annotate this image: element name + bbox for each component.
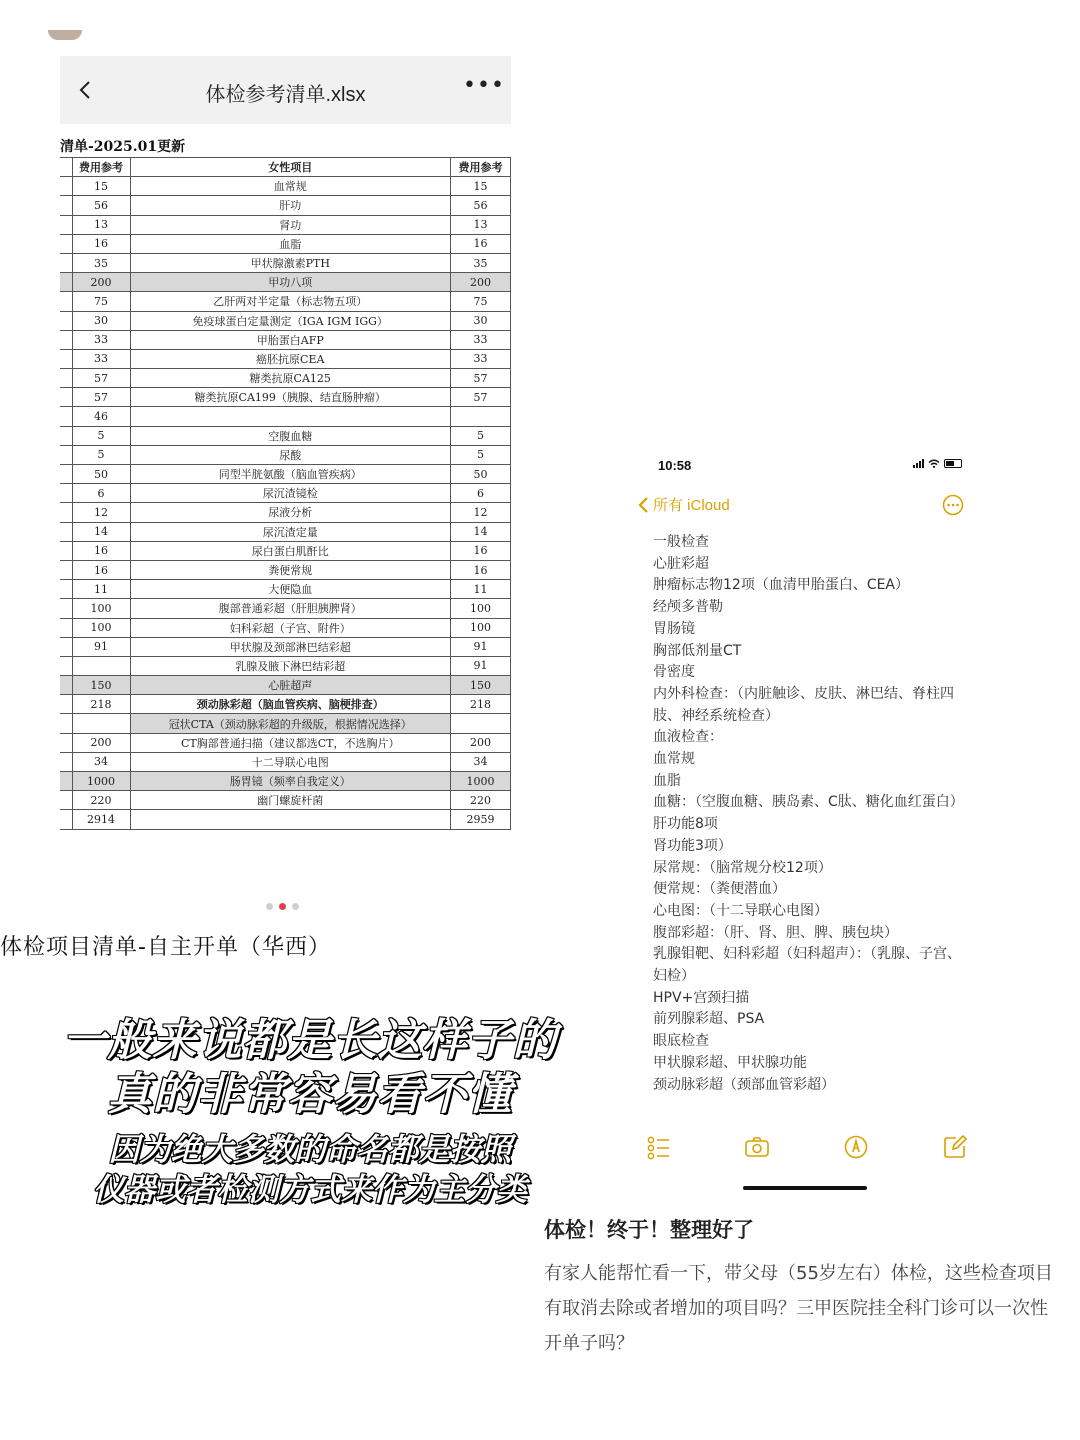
table-cell-edge	[60, 407, 72, 426]
table-row	[60, 445, 511, 464]
table-row	[60, 253, 511, 272]
table-cell: 15	[451, 177, 511, 196]
table-row	[60, 484, 511, 503]
table-cell: 35	[72, 253, 130, 272]
table-cell: 56	[451, 196, 511, 215]
note-line: 血脂	[653, 772, 681, 789]
table-cell: 220	[72, 791, 130, 810]
table-cell: 冠状CTA（颈动脉彩超的升级版，根据情况选择）	[130, 714, 451, 733]
table-cell-edge	[60, 273, 72, 292]
table-header-cell: 费用参考	[451, 158, 511, 177]
table-cell: 57	[451, 388, 511, 407]
table-cell-edge	[60, 426, 72, 445]
exam-price-table	[60, 157, 511, 830]
table-cell-edge	[60, 234, 72, 253]
table-cell: 甲状腺激素PTH	[130, 253, 451, 272]
table-cell: 16	[72, 234, 130, 253]
table-cell: 肾功	[130, 215, 451, 234]
note-line: 胸部低剂量CT	[653, 642, 742, 659]
note-line: 血糖：（空腹血糖、胰岛素、C肽、糖化血红蛋白）	[653, 794, 964, 811]
table-cell: 13	[451, 215, 511, 234]
table-cell-edge	[60, 215, 72, 234]
table-cell: 16	[72, 541, 130, 560]
note-line: 血液检查：	[653, 729, 723, 746]
table-cell: 46	[72, 407, 130, 426]
overlay-headline-2: 真的非常容易看不懂	[107, 1069, 513, 1120]
table-cell: 免疫球蛋白定量测定（IGA IGM IGG）	[130, 311, 451, 330]
table-cell-edge	[60, 445, 72, 464]
table-row	[60, 752, 511, 771]
table-cell-edge	[60, 791, 72, 810]
table-cell: 肠胃镜（频率自我定义）	[130, 772, 451, 791]
table-cell: 1000	[72, 772, 130, 791]
table-cell: 200	[451, 733, 511, 752]
status-icons	[913, 459, 962, 468]
table-cell-edge	[60, 196, 72, 215]
table-cell: 75	[72, 292, 130, 311]
table-cell: 乙肝两对半定量（标志物五项）	[130, 292, 451, 311]
note-line: 肝功能8项	[653, 816, 718, 833]
page-indicator	[266, 903, 299, 910]
table-row	[60, 273, 511, 292]
note-line: 血常规	[653, 751, 695, 768]
table-cell: 尿沉渣定量	[130, 522, 451, 541]
table-cell-edge	[60, 484, 72, 503]
notes-screenshot	[640, 448, 980, 1200]
note-line: 内外科检查：（内脏触诊、皮肤、淋巴结、脊柱四肢、神经系统检查）	[653, 685, 954, 724]
table-cell: 30	[451, 311, 511, 330]
table-cell: 同型半胱氨酸（脑血管疾病）	[130, 465, 451, 484]
note-line: 尿常规：（脑常规分校12项）	[653, 859, 832, 876]
table-cell-edge	[60, 656, 72, 675]
table-cell: 220	[451, 791, 511, 810]
table-cell-edge	[60, 560, 72, 579]
table-cell-edge	[60, 618, 72, 637]
table-cell: 14	[451, 522, 511, 541]
table-cell: CT胸部普通扫描（建议都选CT，不选胸片）	[130, 733, 451, 752]
table-cell-edge	[60, 714, 72, 733]
status-time: 10:58	[658, 458, 692, 473]
table-cell: 大便隐血	[130, 580, 451, 599]
table-cell-edge	[60, 676, 72, 695]
table-cell: 12	[72, 503, 130, 522]
note-line: 肾功能3项）	[653, 837, 732, 854]
table-cell: 50	[72, 465, 130, 484]
table-cell: 2959	[451, 810, 511, 829]
table-cell: 15	[72, 177, 130, 196]
table-cell: 200	[72, 273, 130, 292]
table-row	[60, 580, 511, 599]
table-header-cell: 费用参考	[72, 158, 130, 177]
table-cell: 150	[451, 676, 511, 695]
note-line: 眼底检查	[653, 1033, 709, 1050]
table-row	[60, 215, 511, 234]
table-cell: 糖类抗原CA199（胰腺、结直肠肿瘤）	[130, 388, 451, 407]
table-cell: 颈动脉彩超（脑血管疾病、脑梗排查）	[130, 695, 451, 714]
table-cell: 癌胚抗原CEA	[130, 349, 451, 368]
table-cell: 75	[451, 292, 511, 311]
table-cell-edge	[60, 772, 72, 791]
left-caption: 体检项目清单-自主开单（华西）	[0, 935, 331, 960]
table-cell: 14	[72, 522, 130, 541]
page-dot[interactable]	[292, 903, 299, 910]
note-line: 颈动脉彩超（颈部血管彩超）	[653, 1076, 835, 1093]
table-cell: 妇科彩超（子宫、附件）	[130, 618, 451, 637]
table-row	[60, 522, 511, 541]
table-row	[60, 196, 511, 215]
table-row	[60, 292, 511, 311]
table-cell: 5	[72, 426, 130, 445]
corner-image-fragment	[48, 30, 82, 40]
note-content[interactable]	[653, 532, 973, 1096]
table-row	[60, 426, 511, 445]
more-circle-icon[interactable]	[942, 494, 964, 516]
table-header-row	[60, 158, 511, 177]
table-row	[60, 676, 511, 695]
table-cell: 甲状腺及颈部淋巴结彩超	[130, 637, 451, 656]
table-cell: 33	[451, 330, 511, 349]
table-row	[60, 388, 511, 407]
table-cell: 100	[451, 599, 511, 618]
table-cell: 6	[72, 484, 130, 503]
table-cell: 56	[72, 196, 130, 215]
table-cell-edge	[60, 522, 72, 541]
table-cell-edge	[60, 810, 72, 829]
table-cell: 16	[451, 560, 511, 579]
table-cell: 218	[451, 695, 511, 714]
back-label: 所有 iCloud	[653, 497, 730, 514]
table-cell	[72, 714, 130, 733]
wifi-icon	[928, 459, 940, 468]
table-cell: 34	[451, 752, 511, 771]
table-row	[60, 234, 511, 253]
table-cell-edge	[60, 388, 72, 407]
table-cell: 幽门螺旋杆菌	[130, 791, 451, 810]
table-cell: 十二导联心电图	[130, 752, 451, 771]
table-cell: 尿沉渣镜检	[130, 484, 451, 503]
table-cell: 尿液分析	[130, 503, 451, 522]
table-header-cell: 女性项目	[130, 158, 451, 177]
table-cell-edge	[60, 311, 72, 330]
compose-icon[interactable]	[942, 1134, 968, 1160]
post-body: 有家人能帮忙看一下，带父母（55岁左右）体检，这些检查项目有取消去除或者增加的项目吗？三甲医院挂全科门诊可以一次性开单子吗？	[544, 1263, 1053, 1354]
table-cell-edge	[60, 158, 72, 177]
table-cell: 33	[72, 330, 130, 349]
table-cell: 粪便常规	[130, 560, 451, 579]
table-cell: 150	[72, 676, 130, 695]
table-row	[60, 503, 511, 522]
table-cell: 5	[451, 426, 511, 445]
table-row	[60, 714, 511, 733]
table-cell: 91	[72, 637, 130, 656]
table-cell: 5	[72, 445, 130, 464]
note-line: 乳腺钼靶、妇科彩超（妇科超声）：（乳腺、子宫、妇检）	[653, 946, 961, 985]
table-row	[60, 656, 511, 675]
note-line: 心脏彩超	[653, 555, 709, 572]
table-cell: 35	[451, 253, 511, 272]
markup-pen-icon[interactable]	[843, 1134, 869, 1160]
table-row	[60, 791, 511, 810]
table-cell: 甲胎蛋白AFP	[130, 330, 451, 349]
table-cell: 33	[451, 349, 511, 368]
note-line: 胃肠镜	[653, 620, 695, 637]
note-line: 肿瘤标志物12项（血清甲胎蛋白、CEA）	[653, 577, 910, 594]
table-row	[60, 177, 511, 196]
table-cell-edge	[60, 503, 72, 522]
table-cell: 34	[72, 752, 130, 771]
table-cell: 57	[72, 369, 130, 388]
note-line: 骨密度	[653, 664, 695, 681]
table-cell-edge	[60, 580, 72, 599]
spreadsheet-screenshot	[60, 56, 511, 856]
table-row	[60, 369, 511, 388]
note-line: 腹部彩超：（肝、肾、胆、脾、胰包块）	[653, 924, 898, 941]
table-cell: 尿酸	[130, 445, 451, 464]
table-cell	[72, 656, 130, 675]
table-cell	[451, 714, 511, 733]
home-indicator	[743, 1186, 867, 1190]
overlay-subline-2: 仪器或者检测方式来作为主分类	[93, 1172, 527, 1208]
back-chevron-icon	[637, 496, 649, 514]
sheet-title: 体检参考清单.xlsx	[205, 84, 366, 106]
table-cell: 血脂	[130, 234, 451, 253]
notes-toolbar	[640, 1134, 980, 1164]
table-cell: 腹部普通彩超（肝胆胰脾肾）	[130, 599, 451, 618]
table-cell-edge	[60, 465, 72, 484]
table-cell: 糖类抗原CA125	[130, 369, 451, 388]
table-row	[60, 637, 511, 656]
sheet-header	[60, 56, 511, 124]
table-cell: 200	[451, 273, 511, 292]
note-line: 甲状腺彩超、甲状腺功能	[653, 1054, 807, 1071]
note-line: HPV+宫颈扫描	[653, 989, 750, 1006]
page-dot[interactable]	[266, 903, 273, 910]
table-cell: 30	[72, 311, 130, 330]
table-cell: 33	[72, 349, 130, 368]
table-row	[60, 330, 511, 349]
table-cell: 13	[72, 215, 130, 234]
table-row	[60, 349, 511, 368]
table-cell	[130, 810, 451, 829]
table-cell: 91	[451, 656, 511, 675]
table-cell-edge	[60, 330, 72, 349]
table-cell: 12	[451, 503, 511, 522]
table-cell-edge	[60, 599, 72, 618]
note-line: 心电图：（十二导联心电图）	[653, 902, 828, 919]
table-cell-edge	[60, 177, 72, 196]
table-cell-edge	[60, 752, 72, 771]
table-cell: 心脏超声	[130, 676, 451, 695]
table-cell: 218	[72, 695, 130, 714]
table-cell: 16	[451, 541, 511, 560]
table-cell-edge	[60, 253, 72, 272]
table-row	[60, 541, 511, 560]
table-cell: 57	[451, 369, 511, 388]
cellular-signal-icon	[913, 459, 924, 468]
table-row	[60, 407, 511, 426]
table-cell	[451, 407, 511, 426]
table-cell	[130, 407, 451, 426]
table-cell: 肝功	[130, 196, 451, 215]
note-line: 便常规：（粪便潜血）	[653, 881, 786, 898]
table-cell: 空腹血糖	[130, 426, 451, 445]
table-cell: 1000	[451, 772, 511, 791]
more-options-button[interactable]: •••	[463, 73, 505, 98]
note-line: 前列腺彩超、PSA	[653, 1011, 765, 1028]
table-cell: 200	[72, 733, 130, 752]
table-cell: 16	[72, 560, 130, 579]
table-row	[60, 465, 511, 484]
table-row	[60, 599, 511, 618]
table-row	[60, 733, 511, 752]
table-cell-edge	[60, 695, 72, 714]
overlay-subline-1: 因为绝大多数的命名都是按照	[108, 1132, 512, 1168]
table-row	[60, 618, 511, 637]
checklist-icon[interactable]	[646, 1134, 672, 1160]
camera-icon[interactable]	[744, 1134, 770, 1160]
note-line: 经颅多普勒	[653, 599, 723, 616]
sheet-caption: 清单-2025.01更新	[60, 139, 186, 155]
table-cell: 6	[451, 484, 511, 503]
table-cell: 5	[451, 445, 511, 464]
table-row	[60, 772, 511, 791]
table-cell-edge	[60, 637, 72, 656]
table-cell: 100	[72, 599, 130, 618]
table-cell: 50	[451, 465, 511, 484]
overlay-headline-1: 一般来说都是长这样子的	[62, 1015, 558, 1066]
table-cell-edge	[60, 369, 72, 388]
table-cell: 2914	[72, 810, 130, 829]
table-row	[60, 810, 511, 829]
table-cell: 11	[72, 580, 130, 599]
table-cell: 甲功八项	[130, 273, 451, 292]
back-to-folders-button[interactable]	[637, 494, 730, 515]
table-row	[60, 695, 511, 714]
page-dot-active[interactable]	[279, 903, 286, 910]
table-cell: 乳腺及腋下淋巴结彩超	[130, 656, 451, 675]
table-cell-edge	[60, 733, 72, 752]
table-cell-edge	[60, 541, 72, 560]
table-row	[60, 560, 511, 579]
table-row	[60, 311, 511, 330]
table-cell: 100	[451, 618, 511, 637]
post-title: 体检！终于！整理好了	[544, 1218, 754, 1242]
battery-icon	[944, 459, 962, 468]
table-cell: 100	[72, 618, 130, 637]
table-cell: 57	[72, 388, 130, 407]
table-cell: 11	[451, 580, 511, 599]
table-cell: 16	[451, 234, 511, 253]
note-line: 一般检查	[653, 534, 709, 550]
table-cell: 血常规	[130, 177, 451, 196]
table-cell-edge	[60, 292, 72, 311]
table-cell: 尿白蛋白肌酐比	[130, 541, 451, 560]
table-cell: 91	[451, 637, 511, 656]
table-cell-edge	[60, 349, 72, 368]
